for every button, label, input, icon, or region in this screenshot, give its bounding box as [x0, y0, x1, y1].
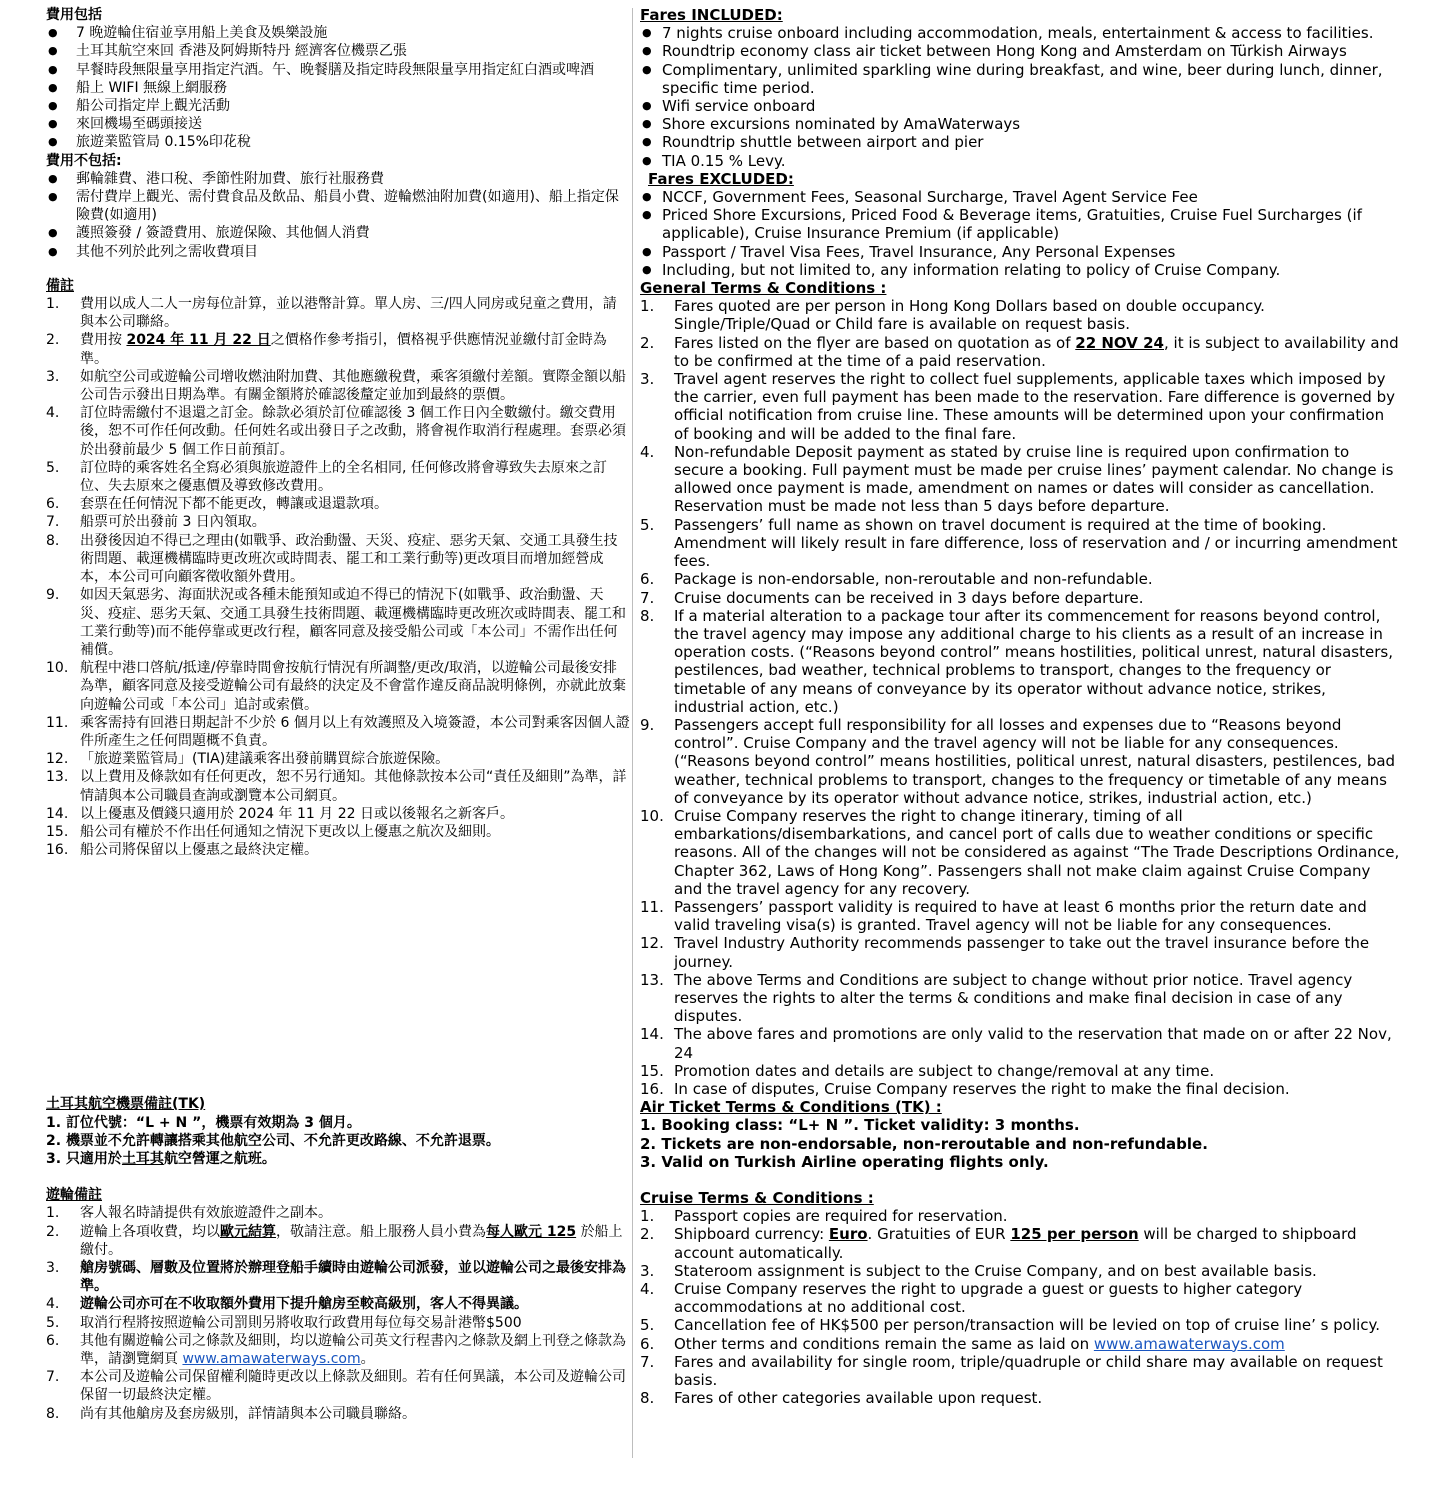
item-number: 3. — [46, 368, 60, 385]
item-text: 出發後因迫不得已之理由(如戰爭、政治動盪、天災、疫症、惡劣天氣、交通工具發生技術問題、載運機構臨時更改班次或時間表、罷工和工業行動等)更改項目而增加經營成本，本公司可向顧客徵收額外費用。 — [80, 532, 618, 586]
remarks-heading: 備註 — [46, 277, 74, 294]
list-item — [640, 807, 1400, 898]
item-text: Package is non-endorsable, non-reroutable and non-refundable. — [674, 570, 1153, 589]
spacer — [46, 261, 630, 277]
tk-list — [46, 1114, 630, 1169]
item-number: 3. — [640, 370, 655, 389]
item-number: 8. — [640, 1389, 655, 1408]
list-item — [640, 898, 1400, 934]
list-item — [640, 297, 1400, 333]
item-text: 以上優惠及價錢只適用於 2024 年 11 月 22 日或以後報名之新客戶。 — [80, 805, 514, 822]
item-text: Passengers’ full name as shown on travel document is required at the time of booking. Amendment will likely result in fare difference, loss of reservation and / or incurring amendment fees. — [674, 515, 1398, 571]
list-item: ● TIA 0.15 % Levy. — [640, 152, 1400, 170]
list-item: ● Shore excursions nominated by AmaWaterways — [640, 115, 1400, 133]
list-item — [46, 1132, 630, 1150]
amawaterways-link[interactable]: www.amawaterways.com — [1093, 1334, 1285, 1353]
spacer — [46, 1168, 630, 1186]
item-text: 訂位時需繳付不退還之訂金。餘款必須於訂位確認後 3 個工作日內全數繳付。繳交費用後，恕不可作任何改動。任何姓名或出發日子之改動，將會視作取消行程處理。套票必須於出發前最少 5 個工作日前預訂。 — [80, 405, 626, 458]
list-item — [46, 1405, 630, 1423]
item-text: 。 — [360, 1350, 375, 1367]
item-number: 8. — [46, 1405, 60, 1422]
item-number: 3. — [640, 1261, 655, 1280]
list-item: ● 旅遊業監管局 0.15%印花稅 — [46, 133, 630, 151]
item-number: 13. — [640, 970, 664, 989]
list-item — [640, 1062, 1400, 1080]
list-item: ● Including, but not limited to, any information relating to policy of Cruise Company. — [640, 261, 1400, 279]
list-item — [46, 495, 630, 513]
item-text: ，敬請注意。船上服務人員小費為 — [276, 1223, 486, 1240]
list-item — [640, 1225, 1400, 1261]
list-item — [640, 570, 1400, 588]
item-text: 訂位時的乘客姓名全寫必須與旅遊證件上的全名相同, 任何修改將會導致失去原來之訂位、失去原來之優惠價及導致修改費用。 — [80, 459, 607, 495]
item-text: 於船上繳付。 — [80, 1223, 623, 1258]
gratuity-amount: 每人歐元 125 — [486, 1223, 577, 1240]
item-number: 3. — [46, 1150, 62, 1167]
list-item: ● 早餐時段無限量享用指定汽酒。午、晚餐膳及指定時段無限量享用指定紅白酒或啤酒 — [46, 61, 630, 79]
item-number: 4. — [640, 442, 655, 461]
cruise-terms-list — [640, 1207, 1400, 1407]
cruise-remarks-heading: 遊輪備註 — [46, 1187, 102, 1204]
list-item: ● Wifi service onboard — [640, 97, 1400, 115]
air-ticket-list — [640, 1116, 1400, 1171]
column-divider — [632, 8, 633, 1458]
item-number: 7. — [640, 1352, 655, 1371]
currency-note: Euro — [828, 1225, 868, 1244]
list-item — [640, 370, 1400, 443]
item-text: 遊輪公司亦可在不收取額外費用下提升艙房至較高級別，客人不得異議。 — [80, 1296, 528, 1313]
list-item — [46, 750, 630, 768]
item-text: 航空營運之航班。 — [163, 1150, 276, 1167]
item-number: 14. — [46, 805, 69, 822]
general-terms-heading: General Terms & Conditions : — [640, 279, 887, 298]
item-number: 4. — [640, 1280, 655, 1299]
list-item — [46, 1223, 630, 1259]
list-item: ● Roundtrip economy class air ticket between Hong Kong and Amsterdam on Türkish Airways — [640, 42, 1400, 60]
item-text: 尚有其他艙房及套房級別，詳情請與本公司職員聯絡。 — [80, 1405, 416, 1422]
item-text: Passengers’ passport validity is required to have at least 6 months prior the return date and valid traveling visa(s) is granted. Travel agency will not be liable for any consequences. — [674, 897, 1367, 935]
list-item — [640, 589, 1400, 607]
item-text: Passengers accept full responsibility for all losses and expenses due to “Reasons beyond control”. Cruise Company and the travel agency will not be liable for any consequences. (“Reasons beyond control” means hostilities, political unrest, natural disasters, pestilences, bad weather, technical problems to transport, changes to the frequency or timetable of any means of conveyance by its operator without advance notice, strikes, industrial action, etc.) — [674, 715, 1396, 807]
item-number: 16. — [46, 842, 69, 859]
item-number: 2. — [46, 1132, 62, 1149]
air-ticket-heading: Air Ticket Terms & Conditions (TK) : — [640, 1098, 942, 1117]
list-item: ● 船公司指定岸上觀光活動 — [46, 97, 630, 115]
list-item: ● Passport / Travel Visa Fees, Travel Insurance, Any Personal Expenses — [640, 243, 1400, 261]
price-reference-date: 2024 年 11 月 22 日 — [126, 332, 271, 349]
item-text: Fares of other categories available upon request. — [674, 1389, 1043, 1408]
list-item — [46, 714, 630, 750]
item-number: 5. — [640, 515, 655, 534]
list-item — [46, 805, 630, 823]
item-number: 5. — [46, 459, 60, 476]
item-number: 2. — [640, 333, 655, 352]
item-text: Cruise Company reserves the right to change itinerary, timing of all embarkations/disembarkations, and cancel port of calls due to weather conditions or specific reasons. All of the changes will not be considered as against “The Trade Descriptions Ordinance, Chapter 362, Laws of Hong Kong”. Passengers shall not make claim against Cruise Company and the travel agency for any recovery. — [674, 806, 1400, 898]
tk-heading: 土耳其航空機票備註(TK) — [46, 1096, 206, 1113]
item-text: Fares quoted are per person in Hong Kong Dollars based on double occupancy. Single/Triple/Quad or Child fare is available on request basis. — [674, 297, 1265, 334]
item-text: . Gratuities of EUR — [867, 1225, 1011, 1244]
item-number: 16. — [640, 1079, 664, 1098]
item-number: 7. — [46, 1369, 60, 1386]
item-number: 2. — [640, 1225, 655, 1244]
item-number: 7. — [640, 588, 655, 607]
item-number: 15. — [640, 1061, 664, 1080]
item-number: 6. — [46, 496, 60, 513]
item-text: 訂位代號：“L + N ”，機票有效期為 3 個月。 — [65, 1114, 361, 1131]
item-text: 以上費用及條款如有任何更改，恕不另行通知。其他條款按本公司“責任及細則”為準，詳情請與本公司職員查詢或瀏覽本公司網頁。 — [80, 769, 627, 804]
item-text: In case of disputes, Cruise Company reserves the right to make the final decision. — [674, 1079, 1290, 1098]
item-number: 3. — [46, 1259, 60, 1276]
item-text: 只適用於 — [65, 1150, 122, 1167]
list-item: 2. Tickets are non-endorsable, non-reroutable and non-refundable. — [640, 1134, 1208, 1153]
item-text: 船票可於出發前 3 日內領取。 — [80, 514, 266, 531]
list-item — [640, 516, 1400, 571]
list-item — [46, 1114, 630, 1132]
list-item — [46, 1314, 630, 1332]
item-number: 5. — [46, 1314, 60, 1331]
item-text: Cancellation fee of HK$500 per person/transaction will be levied on top of cruise line’ s policy. — [674, 1316, 1381, 1335]
item-text: If a material alteration to a package tour after its commencement for reasons beyond control, the travel agency may impose any additional charge to his clients as a result of an increase in operation costs. (“Reasons beyond control” means hostilities, political unrest, natural disasters, pestilences, bad weather, technical problems to transport, changes to the frequency or timetable of any means of conveyance by its operator without advance notice, strikes, industrial action, etc.) — [674, 606, 1393, 716]
list-item — [46, 1332, 630, 1368]
list-item: ● Roundtrip shuttle between airport and pier — [640, 133, 1400, 151]
list-item — [640, 1280, 1400, 1316]
item-text: will be charged to shipboard account automatically. — [674, 1225, 1357, 1262]
item-text: Promotion dates and details are subject to change/removal at any time. — [674, 1061, 1215, 1080]
list-item — [46, 295, 630, 331]
spacer — [46, 859, 630, 1095]
list-item — [46, 659, 630, 714]
list-item: ● 來回機場至碼頭接送 — [46, 115, 630, 133]
item-text: 費用以成人二人一房每位計算，並以港幣計算。單人房、三/四人同房或兒童之費用，請與本公司聯絡。 — [80, 296, 617, 331]
list-item — [640, 334, 1400, 370]
list-item — [46, 368, 630, 404]
item-text: Cruise documents can be received in 3 days before departure. — [674, 588, 1144, 607]
list-item — [46, 1204, 630, 1222]
amawaterways-link[interactable]: www.amawaterways.com — [182, 1350, 361, 1367]
item-text: Fares and availability for single room, triple/quadruple or child share may available on request basis. — [674, 1352, 1383, 1390]
list-item: ● 7 nights cruise onboard including accommodation, meals, entertainment & access to facilities. — [640, 24, 1400, 42]
list-item — [640, 934, 1400, 970]
item-text: 費用按 — [80, 332, 127, 349]
item-text: 機票並不允許轉讓搭乘其他航空公司、不允許更改路線、不允許退票。 — [65, 1132, 500, 1149]
list-item — [46, 1368, 630, 1404]
list-item: ● 需付費岸上觀光、需付費食品及飲品、船員小費、遊輪燃油附加費(如適用)、船上指定保險費(如適用) — [46, 188, 630, 224]
item-number: 2. — [46, 332, 60, 349]
fares-included-list — [640, 24, 1400, 170]
list-item — [640, 1389, 1400, 1407]
item-number: 1. — [46, 1205, 60, 1222]
english-terms-column — [640, 6, 1400, 1407]
item-text: Passport copies are required for reservation. — [674, 1207, 1008, 1226]
item-number: 9. — [640, 715, 655, 734]
list-item — [640, 971, 1400, 1026]
list-item: ● Complimentary, unlimited sparkling wine during breakfast, and wine, beer during lunch, dinner, specific time period. — [640, 61, 1400, 97]
fees-included-list — [46, 24, 630, 151]
item-number: 12. — [46, 751, 69, 768]
list-item — [640, 1353, 1400, 1389]
cruise-remarks-list — [46, 1204, 630, 1422]
item-text: 「旅遊業監管局」(TIA)建議乘客出發前購買綜合旅遊保險。 — [80, 751, 450, 768]
item-text: 乘客需持有回港日期起計不少於 6 個月以上有效護照及入境簽證，本公司對乘客因個人證件所產生之任何問題概不負責。 — [80, 714, 630, 749]
list-item — [640, 607, 1400, 716]
item-text: Fares listed on the flyer are based on quotation as of — [674, 333, 1076, 352]
item-text: 取消行程將按照遊輪公司罰則另將收取行政費用每位每交易計港幣$500 — [80, 1314, 522, 1331]
item-text: The above fares and promotions are only valid to the reservation that made on or after 22 Nov, 24 — [674, 1025, 1392, 1062]
list-item — [640, 1335, 1400, 1353]
list-item: ● 郵輪雜費、港口稅、季節性附加費、旅行社服務費 — [46, 170, 630, 188]
list-item — [46, 768, 630, 804]
list-item: 1. Booking class: “L+ N ”. Ticket validity: 3 months. — [640, 1116, 1080, 1135]
item-text: 本公司及遊輪公司保留權利隨時更改以上條款及細則。若有任何異議，本公司及遊輪公司保留一切最終決定權。 — [80, 1369, 626, 1404]
item-number: 4. — [46, 1296, 60, 1313]
item-text: 之價格作參考指引，價格視乎供應情況並繳付訂金時為準。 — [80, 332, 607, 367]
cruise-terms-heading: Cruise Terms & Conditions : — [640, 1189, 874, 1207]
fees-excluded-list — [46, 170, 630, 261]
item-text: 如航空公司或遊輪公司增收燃油附加費、其他應繳稅費，乘客須繳付差額。實際金額以船公司告示發出日期為準。有關金額將於確認後釐定並加到最終的票價。 — [80, 368, 626, 404]
list-item — [640, 716, 1400, 807]
item-number: 6. — [46, 1332, 60, 1349]
list-item — [46, 586, 630, 659]
list-item: 3. Valid on Turkish Airline operating flights only. — [640, 1152, 1049, 1171]
item-number: 1. — [46, 1114, 62, 1131]
list-item: ● 土耳其航空來回 香港及阿姆斯特丹 經濟客位機票乙張 — [46, 42, 630, 60]
list-item — [46, 331, 630, 367]
item-text: Cruise Company reserves the right to upgrade a guest or guests to higher category accommodations at no additional cost. — [674, 1280, 1303, 1317]
item-number: 8. — [46, 532, 60, 549]
list-item: ● 7 晚遊輪住宿並享用船上美食及娛樂設施 — [46, 24, 630, 42]
item-text: Travel Industry Authority recommends passenger to take out the travel insurance before the journey. — [674, 934, 1370, 971]
item-number: 2. — [46, 1223, 60, 1240]
item-number: 15. — [46, 823, 69, 840]
list-item — [640, 1316, 1400, 1334]
item-number: 10. — [46, 660, 69, 677]
list-item — [46, 1259, 630, 1295]
item-number: 1. — [640, 297, 655, 316]
item-text: 客人報名時請提供有效旅遊證件之副本。 — [80, 1205, 332, 1222]
item-text: 船公司將保留以上優惠之最終決定權。 — [80, 842, 318, 859]
fees-excluded-heading: 費用不包括: — [46, 152, 122, 169]
item-text: Travel agent reserves the right to collect fuel supplements, applicable taxes which imposed by the carrier, even full payment has been made to the reservation. Fare difference is governed by official notification from cruise line. These amounts will be determined upon your confirmation of booking and will be added to the final fare. — [674, 370, 1395, 443]
item-text: Shipboard currency: — [674, 1225, 829, 1244]
item-number: 1. — [640, 1207, 655, 1226]
item-number: 6. — [640, 570, 655, 589]
item-text: 航程中港口啓航/抵達/停靠時間會按航行情況有所調整/更改/取消，以遊輪公司最後安排為準，顧客同意及接受遊輪公司有最終的決定及不會當作違反商品說明條例，亦就此放棄向遊輪公司或「本公司」追討或索償。 — [80, 660, 626, 713]
item-text: 船公司有權於不作出任何通知之情況下更改以上優惠之航次及細則。 — [80, 823, 500, 840]
spacer — [640, 1171, 1400, 1189]
chinese-terms-column — [46, 6, 630, 1423]
list-item — [640, 1207, 1400, 1225]
remarks-list — [46, 295, 630, 859]
item-number: 9. — [46, 587, 60, 604]
list-item — [46, 823, 630, 841]
item-number: 6. — [640, 1334, 655, 1353]
item-text: , it is subject to availability and to be confirmed at the time of a paid reservation. — [674, 333, 1399, 370]
fees-included-heading: 費用包括 — [46, 7, 102, 23]
list-item — [46, 459, 630, 495]
item-number: 12. — [640, 934, 664, 953]
item-number: 8. — [640, 606, 655, 625]
list-item — [46, 841, 630, 859]
item-number: 10. — [640, 806, 664, 825]
list-item — [640, 443, 1400, 516]
list-item: ● 其他不列於此列之需收費項目 — [46, 243, 630, 261]
fares-excluded-list — [640, 188, 1400, 279]
item-text: Other terms and conditions remain the same as laid on — [674, 1334, 1094, 1353]
list-item: ● Priced Shore Excursions, Priced Food & Beverage items, Gratuities, Cruise Fuel Surcharges (if applicable), Cruise Insurance Premium (if applicable) — [640, 206, 1400, 242]
item-number: 4. — [46, 405, 60, 422]
currency-note: 歐元結算 — [220, 1223, 276, 1240]
item-text: The above Terms and Conditions are subject to change without prior notice. Travel agency reserves the rights to alter the terms & conditions and make final decision in case of any disputes. — [674, 970, 1353, 1026]
item-text: Stateroom assignment is subject to the Cruise Company, and on best available basis. — [674, 1261, 1317, 1280]
list-item: ● 船上 WIFI 無線上網服務 — [46, 79, 630, 97]
list-item — [46, 1295, 630, 1313]
item-number: 7. — [46, 514, 60, 531]
list-item — [46, 532, 630, 587]
item-text: 套票在任何情況下都不能更改，轉讓或退還款項。 — [80, 496, 388, 513]
list-item — [46, 513, 630, 531]
item-number: 14. — [640, 1025, 664, 1044]
item-number: 5. — [640, 1316, 655, 1335]
airline-name: 土耳其 — [121, 1150, 164, 1167]
list-item — [46, 404, 630, 459]
item-number: 11. — [640, 897, 664, 916]
list-item — [640, 1262, 1400, 1280]
quotation-date: 22 NOV 24 — [1075, 333, 1164, 352]
item-text: 如因天氣惡劣、海面狀況或各種未能預知或迫不得已的情況下(如戰爭、政治動盪、天災、疫症、惡劣天氣、交通工具發生技術問題、載運機構臨時更改班次或時間表、罷工和工業行動等)而不能停靠或更改行程，顧客同意及接受船公司或「本公司」不需作出任何補償。 — [80, 587, 626, 658]
item-text: 遊輪上各項收費，均以 — [80, 1223, 220, 1240]
fares-included-heading: Fares INCLUDED: — [640, 6, 783, 24]
list-item: ● NCCF, Government Fees, Seasonal Surcharge, Travel Agent Service Fee — [640, 188, 1400, 206]
general-terms-list — [640, 297, 1400, 1098]
item-number: 11. — [46, 714, 69, 731]
list-item — [640, 1025, 1400, 1061]
fares-excluded-heading: Fares EXCLUDED: — [648, 169, 794, 188]
item-number: 13. — [46, 769, 69, 786]
item-text: 艙房號碼、層數及位置將於辦理登船手續時由遊輪公司派發，並以遊輪公司之最後安排為準。 — [80, 1259, 626, 1295]
item-number: 1. — [46, 296, 60, 313]
item-text: 其他有關遊輪公司之條款及細則，均以遊輪公司英文行程書內之條款及網上刊登之條款為準，請瀏覽網頁 — [80, 1332, 626, 1367]
list-item — [640, 1080, 1400, 1098]
list-item: ● 護照簽發 / 簽證費用、旅遊保險、其他個人消費 — [46, 224, 630, 242]
gratuity-amount: 125 per person — [1010, 1225, 1139, 1244]
list-item — [46, 1150, 630, 1168]
item-text: Non-refundable Deposit payment as stated by cruise line is required upon confirmation to secure a booking. Full payment must be made per cruise lines’ payment calendar. No change is allowed once payment is made, amendment on names or dates will consider as cancellation. Reservation must be made not less than 5 days before departure. — [674, 442, 1394, 516]
